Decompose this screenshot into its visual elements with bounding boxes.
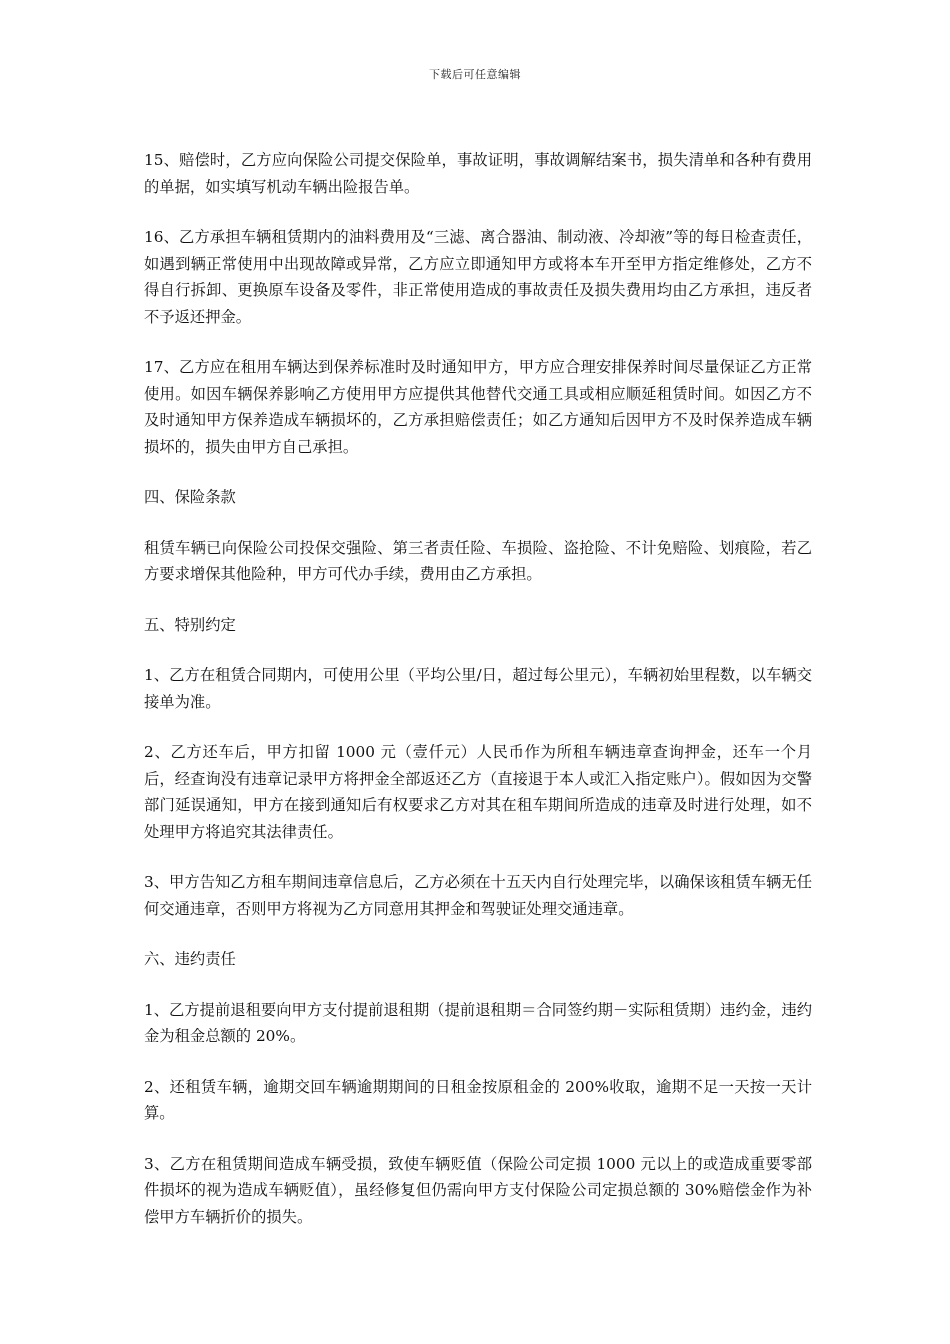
document-body <box>144 147 812 1254</box>
special-term-3: 3、甲方告知乙方租车期间违章信息后，乙方必须在十五天内自行处理完毕，以确保该租赁车辆无任何交通违章，否则甲方将视为乙方同意用其押金和驾驶证处理交通违章。 <box>144 873 812 918</box>
breach-term-1: 1、乙方提前退租要向甲方支付提前退租期（提前退租期＝合同签约期－实际租赁期）违约金，违约金为租金总额的 20%。 <box>144 1000 812 1045</box>
clause-15: 15、赔偿时，乙方应向保险公司提交保险单，事故证明，事故调解结案书，损失清单和各种有费用的单据，如实填写机动车辆出险报告单。 <box>144 151 812 196</box>
clause-16: 16、乙方承担车辆租赁期内的油料费用及“三滤、离合器油、制动液、冷却液”等的每日检查责任，如遇到辆正常使用中出现故障或异常，乙方应立即通知甲方或将本车开至甲方指定维修处，乙方不得自行拆卸、更换原车设备及零件，非正常使用造成的事故责任及损失费用均由乙方承担，违反者不予返还押金。 <box>144 228 812 326</box>
breach-term-2: 2、还租赁车辆，逾期交回车辆逾期期间的日租金按原租金的 200%收取，逾期不足一天按一天计算。 <box>144 1077 812 1122</box>
special-term-2: 2、乙方还车后，甲方扣留 1000 元（壹仟元）人民币作为所租车辆违章查询押金，还车一个月后，经查询没有违章记录甲方将押金全部返还乙方（直接退于本人或汇入指定账户）。假如因为交警部门延误通知，甲方在接到通知后有权要求乙方对其在租车期间所造成的违章及时进行处理，如不处理甲方将追究其法律责任。 <box>144 743 812 841</box>
insurance-paragraph: 租赁车辆已向保险公司投保交强险、第三者责任险、车损险、盗抢险、不计免赔险、划痕险，若乙方要求增保其他险种，甲方可代办手续，费用由乙方承担。 <box>144 538 812 583</box>
clause-17: 17、乙方应在租用车辆达到保养标准时及时通知甲方，甲方应合理安排保养时间尽量保证乙方正常使用。如因车辆保养影响乙方使用甲方应提供其他替代交通工具或相应顺延租赁时间。如因乙方不及时通知甲方保养造成车辆损坏的，乙方承担赔偿责任；如乙方通知后因甲方不及时保养造成车辆损坏的，损失由甲方自己承担。 <box>144 358 812 456</box>
section-heading-breach: 六、违约责任 <box>144 950 236 968</box>
breach-term-3: 3、乙方在租赁期间造成车辆受损，致使车辆贬值（保险公司定损 1000 元以上的或造成重要零部件损坏的视为造成车辆贬值），虽经修复但仍需向甲方支付保险公司定损总额的 30%赔偿金作为补偿甲方车辆折价的损失。 <box>144 1154 812 1226</box>
special-term-1: 1、乙方在租赁合同期内，可使用公里（平均公里/日，超过每公里元），车辆初始里程数，以车辆交接单为准。 <box>144 666 812 711</box>
section-heading-special-terms: 五、特别约定 <box>144 615 236 634</box>
section-heading-insurance: 四、保险条款 <box>144 488 236 506</box>
page-header-note: 下载后可任意编辑 <box>429 68 521 81</box>
